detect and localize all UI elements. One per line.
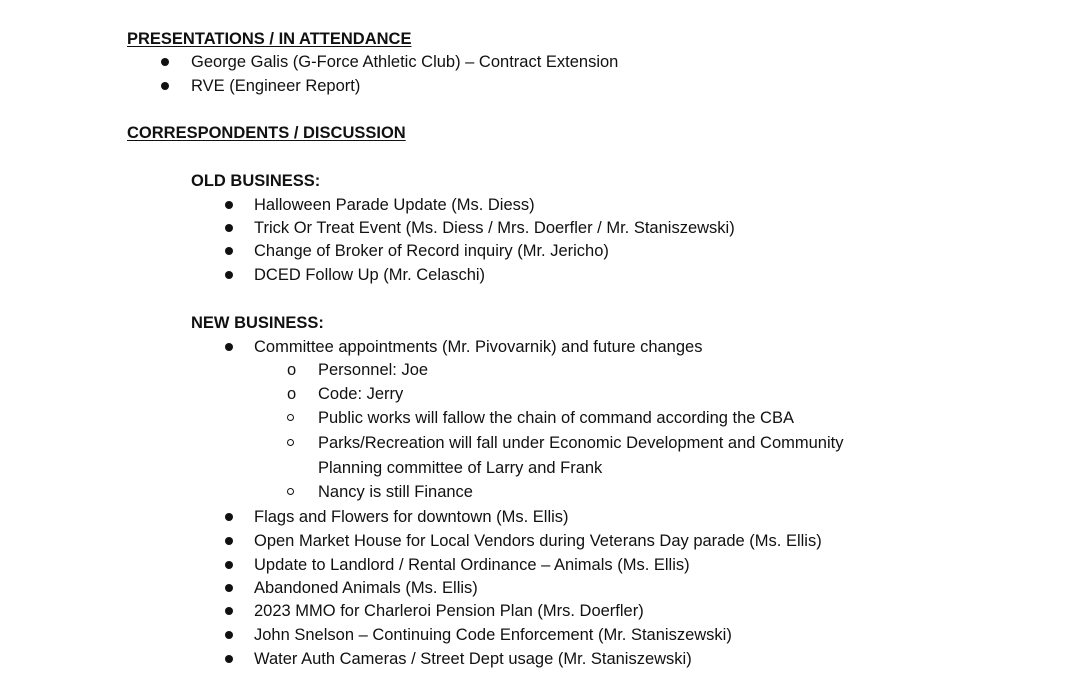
bullet-icon (225, 513, 233, 521)
sub-bullet-circle-icon (287, 439, 294, 446)
bullet-icon (225, 201, 233, 209)
bullet-icon (225, 247, 233, 255)
bullet-icon (225, 631, 233, 639)
new-business-item: Abandoned Animals (Ms. Ellis) (254, 579, 478, 597)
presentation-item: George Galis (G-Force Athletic Club) – Contract Extension (191, 53, 619, 71)
bullet-icon (225, 224, 233, 232)
bullet-icon (225, 343, 233, 351)
committee-subitem: Nancy is still Finance (318, 483, 473, 501)
old-business-item: Halloween Parade Update (Ms. Diess) (254, 196, 535, 214)
old-business-heading: OLD BUSINESS: (191, 172, 321, 190)
old-business-item: Trick Or Treat Event (Ms. Diess / Mrs. Doerfler / Mr. Staniszewski) (254, 219, 735, 237)
bullet-icon (225, 655, 233, 663)
committee-subitem: Personnel: Joe (318, 361, 429, 379)
clipped-text-fragment-right (513, 0, 663, 4)
bullet-icon (225, 561, 233, 569)
bullet-icon (225, 607, 233, 615)
committee-subitem: Code: Jerry (318, 385, 404, 403)
sub-bullet-o-icon: o (287, 361, 297, 379)
new-business-heading: NEW BUSINESS: (191, 314, 324, 332)
clipped-previous-line (127, 0, 727, 6)
presentations-heading: PRESENTATIONS / IN ATTENDANCE (127, 30, 412, 48)
new-business-item: Update to Landlord / Rental Ordinance – Animals (Ms. Ellis) (254, 556, 690, 574)
sub-bullet-o-icon: o (287, 385, 297, 403)
clipped-text-fragment-left (127, 0, 267, 4)
committee-subitem-continuation: Planning committee of Larry and Frank (318, 459, 603, 477)
sub-bullet-circle-icon (287, 414, 294, 421)
sub-bullet-circle-icon (287, 488, 294, 495)
old-business-item: Change of Broker of Record inquiry (Mr. Jericho) (254, 242, 609, 260)
new-business-item: Water Auth Cameras / Street Dept usage (Mr. Staniszewski) (254, 650, 692, 668)
presentation-item: RVE (Engineer Report) (191, 77, 361, 95)
old-business-item: DCED Follow Up (Mr. Celaschi) (254, 266, 486, 284)
bullet-icon (225, 537, 233, 545)
bullet-icon (161, 58, 169, 66)
new-business-item: Flags and Flowers for downtown (Ms. Ellis) (254, 508, 569, 526)
new-business-item: 2023 MMO for Charleroi Pension Plan (Mrs. Doerfler) (254, 602, 644, 620)
bullet-icon (161, 82, 169, 90)
correspondents-heading: CORRESPONDENTS / DISCUSSION (127, 124, 406, 142)
committee-subitem: Public works will fallow the chain of command according the CBA (318, 409, 794, 427)
committee-appointments-item: Committee appointments (Mr. Pivovarnik) and future changes (254, 338, 703, 356)
new-business-item: John Snelson – Continuing Code Enforcement (Mr. Staniszewski) (254, 626, 732, 644)
bullet-icon (225, 271, 233, 279)
bullet-icon (225, 584, 233, 592)
committee-subitem: Parks/Recreation will fall under Economic Development and Community (318, 434, 844, 452)
new-business-item: Open Market House for Local Vendors during Veterans Day parade (Ms. Ellis) (254, 532, 822, 550)
